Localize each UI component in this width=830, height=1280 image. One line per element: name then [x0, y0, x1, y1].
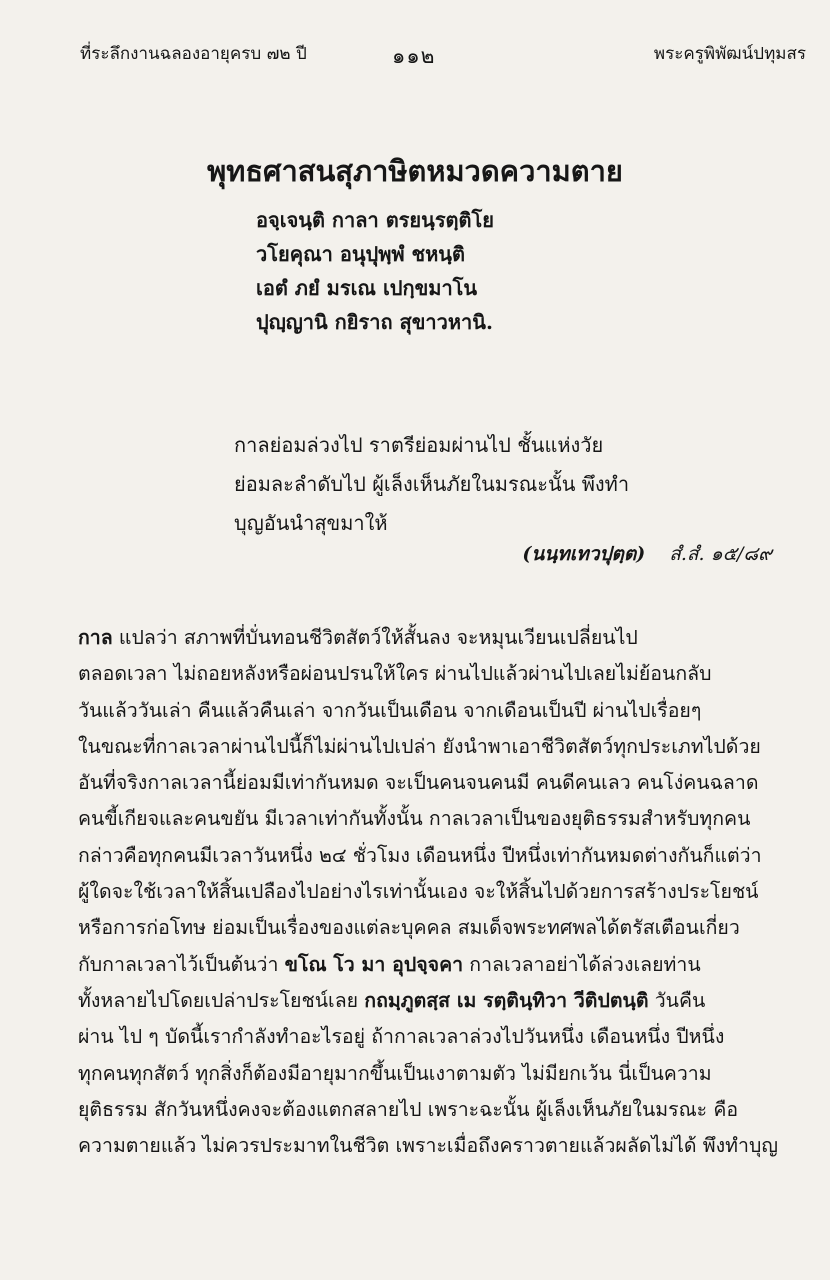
verse-line: วโยคุณา อนุปุพฺพํ ชหนฺติ: [256, 242, 465, 266]
term-kala: กาล: [78, 626, 113, 649]
verse-translation: [234, 426, 694, 543]
verse-line: เอตํ ภยํ มรเณ เปกฺขมาโน: [256, 276, 478, 300]
paragraph-line: [78, 983, 786, 1019]
paragraph-line: อันที่จริงกาลเวลานี้ย่อมมีเท่ากันหมด จะเป็นคนจนคนมี คนดีคนเลว คนโง่คนฉลาด: [78, 771, 759, 795]
paragraph-line: [78, 620, 786, 656]
paragraph-text: แปลว่า สภาพที่บั่นทอนชีวิตสัตว์ให้สั้นลง จะหมุนเวียนเปลี่ยนไป: [112, 626, 638, 649]
paragraph-line: ผ่าน ไป ๆ บัดนี้เรากำลังทำอะไรอยู่ ถ้ากาลเวลาล่วงไปวันหนึ่ง เดือนหนึ่ง ปีหนึ่ง: [78, 1025, 725, 1049]
paragraph-line: วันแล้ววันเล่า คืนแล้วคืนเล่า จากวันเป็นเดือน จากเดือนเป็นปี ผ่านไปเรื่อยๆ: [78, 698, 702, 722]
citation-source: (นนฺทเทวปุตฺต): [522, 543, 646, 565]
paragraph-line: ตลอดเวลา ไม่ถอยหลังหรือผ่อนปรนให้ใคร ผ่านไปแล้วผ่านไปเลยไม่ย้อนกลับ: [78, 662, 712, 686]
pali-quote: ขโณ โว มา อุปจฺจคา: [284, 952, 464, 976]
paragraph-line: ผู้ใดจะใช้เวลาให้สิ้นเปลืองไปอย่างไรเท่านั้นเอง จะให้สิ้นไปด้วยการสร้างประโยชน์: [78, 880, 759, 904]
citation: [522, 539, 772, 569]
citation-reference: สํ.สํ. ๑๕/๘๙: [669, 543, 772, 565]
paragraph-line: คนขี้เกียจและคนขยัน มีเวลาเท่ากันทั้งนั้น กาลเวลาเป็นของยุติธรรมสำหรับทุกคน: [78, 807, 751, 831]
page-title: พุทธศาสนสุภาษิตหมวดความตาย: [207, 154, 623, 188]
pali-quote: กถมฺภูตสฺส เม รตฺตินฺทิวา วีติปตนฺติ: [364, 988, 649, 1012]
page-number: ๑๑๒: [392, 44, 436, 68]
paragraph-text: กับกาลเวลาไว้เป็นต้นว่า: [78, 952, 285, 976]
paragraph-line: ทุกคนทุกสัตว์ ทุกสิ่งก็ต้องมีอายุมากขึ้นเป็นเงาตามตัว ไม่มียกเว้น นี่เป็นความ: [78, 1061, 712, 1085]
paragraph-text: ทั้งหลายไปโดยเปล่าประโยชน์เลย: [78, 988, 365, 1012]
translation-line: บุญอันนำสุขมาให้: [234, 511, 388, 535]
paragraph-text: กาลเวลาอย่าได้ล่วงเลยท่าน: [463, 952, 701, 976]
pali-verse: [256, 203, 494, 339]
paragraph-line: ในขณะที่กาลเวลาผ่านไปนี้ก็ไม่ผ่านไปเปล่า ยังนำพาเอาชีวิตสัตว์ทุกประเภทไปด้วย: [78, 734, 761, 758]
translation-line: กาลย่อมล่วงไป ราตรีย่อมผ่านไป ชั้นแห่งวัย: [234, 433, 604, 457]
translation-line: ย่อมละลำดับไป ผู้เล็งเห็นภัยในมรณะนั้น พึงทำ: [234, 472, 630, 496]
paragraph-line: ยุติธรรม สักวันหนึ่งคงจะต้องแตกสลายไป เพราะฉะนั้น ผู้เล็งเห็นภัยในมรณะ คือ: [78, 1097, 739, 1121]
running-header-left: ที่ระลึกงานฉลองอายุครบ ๗๒ ปี: [80, 44, 307, 64]
paragraph-line: ความตายแล้ว ไม่ควรประมาทในชีวิต เพราะเมื่อถึงคราวตายแล้วผลัดไม่ได้ พึงทำบุญ: [78, 1134, 778, 1158]
verse-line: ปุญฺญานิ กยิราถ สุขาวหานิ.: [256, 310, 493, 334]
verse-line: อจฺเจนฺติ กาลา ตรยนฺรตฺติโย: [256, 208, 494, 232]
paragraph-line: หรือการก่อโทษ ย่อมเป็นเรื่องของแต่ละบุคคล สมเด็จพระทศพลได้ตรัสเตือนเกี่ยว: [78, 916, 740, 940]
running-header-right: พระครูพิพัฒน์ปทุมสร: [653, 44, 806, 64]
paragraph-line: กล่าวคือทุกคนมีเวลาวันหนึ่ง ๒๔ ชั่วโมง เดือนหนึ่ง ปีหนึ่งเท่ากันหมดต่างกันก็แต่ว่า: [78, 843, 762, 867]
body-paragraph: [78, 620, 786, 1164]
paragraph-text: วันคืน: [648, 988, 706, 1012]
paragraph-line: [78, 947, 786, 983]
